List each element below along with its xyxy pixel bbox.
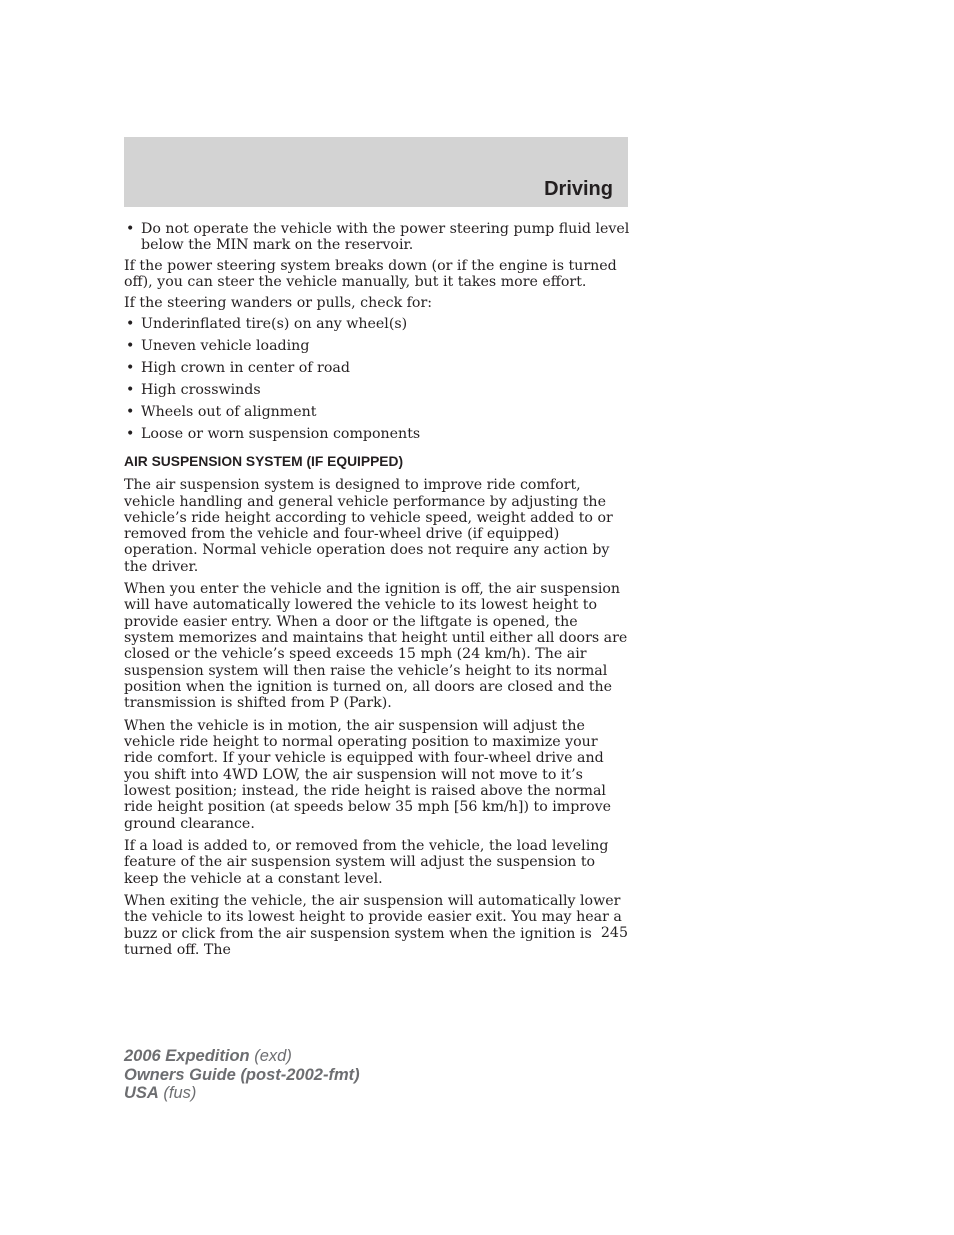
paragraph: When you enter the vehicle and the ignition is off, the air suspension will have automatically lowered the vehicle to its lowest height to provide easier entry. When a door or the liftgate is opened, the system memorizes and maintains that height until either all doors are closed or the vehicle’s speed exceeds 15 mph (24 km/h). The air suspension system will then raise the vehicle’s height to its normal position when the ignition is turned on, all doors are closed and the transmission is shifted from P (Park). — [124, 581, 628, 712]
page-content — [124, 221, 630, 964]
section-heading: AIR SUSPENSION SYSTEM (IF EQUIPPED) — [124, 454, 404, 470]
paragraph: If a load is added to, or removed from the vehicle, the load leveling feature of the air suspension system will adjust the suspension to keep the vehicle at a constant level. — [124, 838, 609, 887]
list-item — [124, 221, 630, 254]
footer-line — [124, 1084, 360, 1103]
footer-line — [124, 1047, 360, 1066]
footer-model-code: (exd) — [249, 1047, 292, 1065]
list-item — [124, 382, 630, 398]
footer-market: USA — [124, 1084, 159, 1102]
bullet-icon: • — [126, 359, 135, 376]
list-item — [124, 316, 630, 332]
paragraph: The air suspension system is designed to improve ride comfort, vehicle handling and general vehicle performance by adjusting the vehicle’s ride height according to vehicle speed, weight added to or removed from the vehicle and four-wheel drive (if equipped) operation. Normal vehicle operation does not require any action by the driver. — [124, 477, 613, 575]
checklist — [124, 316, 630, 442]
bullet-icon: • — [126, 403, 135, 420]
paragraph: When the vehicle is in motion, the air suspension will adjust the vehicle ride height to normal operating position to maximize your ride comfort. If your vehicle is equipped with four-wheel drive and you shift into 4WD LOW, the air suspension will not move to it’s lowest position; instead, the ride height is raised above the normal ride height position (at speeds below 35 mph [56 km/h]) to improve ground clearance. — [124, 717, 612, 832]
section-title: Driving — [544, 178, 613, 200]
list-item — [124, 360, 630, 376]
footer-market-code: (fus) — [158, 1084, 197, 1102]
footer-guide: Owners Guide (post-2002-fmt) — [124, 1065, 360, 1084]
section-header-band — [124, 137, 628, 207]
list-item-text: Underinflated tire(s) on any wheel(s) — [141, 315, 408, 332]
footer-model: 2006 Expedition — [124, 1047, 250, 1065]
footer — [124, 1047, 360, 1103]
list-item — [124, 404, 630, 420]
list-item — [124, 426, 630, 442]
list-item — [124, 338, 630, 354]
list-item-text: Do not operate the vehicle with the power steering pump fluid level below the MIN mark on the reservoir. — [141, 221, 630, 254]
list-item-text: High crosswinds — [141, 381, 261, 398]
bullet-icon: • — [126, 221, 135, 237]
list-item-text: High crown in center of road — [141, 359, 350, 376]
paragraph: When exiting the vehicle, the air suspension will automatically lower the vehicle to its lowest height to provide easier exit. You may hear a buzz or click from the air suspension system when the ignition is turned off. The — [124, 893, 622, 958]
footer-line — [124, 1066, 360, 1085]
paragraph: If the steering wanders or pulls, check for: — [124, 295, 433, 312]
list-item-text: Loose or worn suspension components — [141, 425, 421, 442]
paragraph: If the power steering system breaks down (or if the engine is turned off), you can steer the vehicle manually, but it takes more effort. — [124, 258, 617, 291]
list-item-text: Uneven vehicle loading — [141, 337, 310, 354]
page-number: 245 — [600, 925, 628, 941]
bullet-icon: • — [126, 425, 135, 442]
bullet-icon: • — [126, 337, 135, 354]
bullet-icon: • — [126, 315, 135, 332]
bullet-icon: • — [126, 381, 135, 398]
list-item-text: Wheels out of alignment — [141, 403, 317, 420]
